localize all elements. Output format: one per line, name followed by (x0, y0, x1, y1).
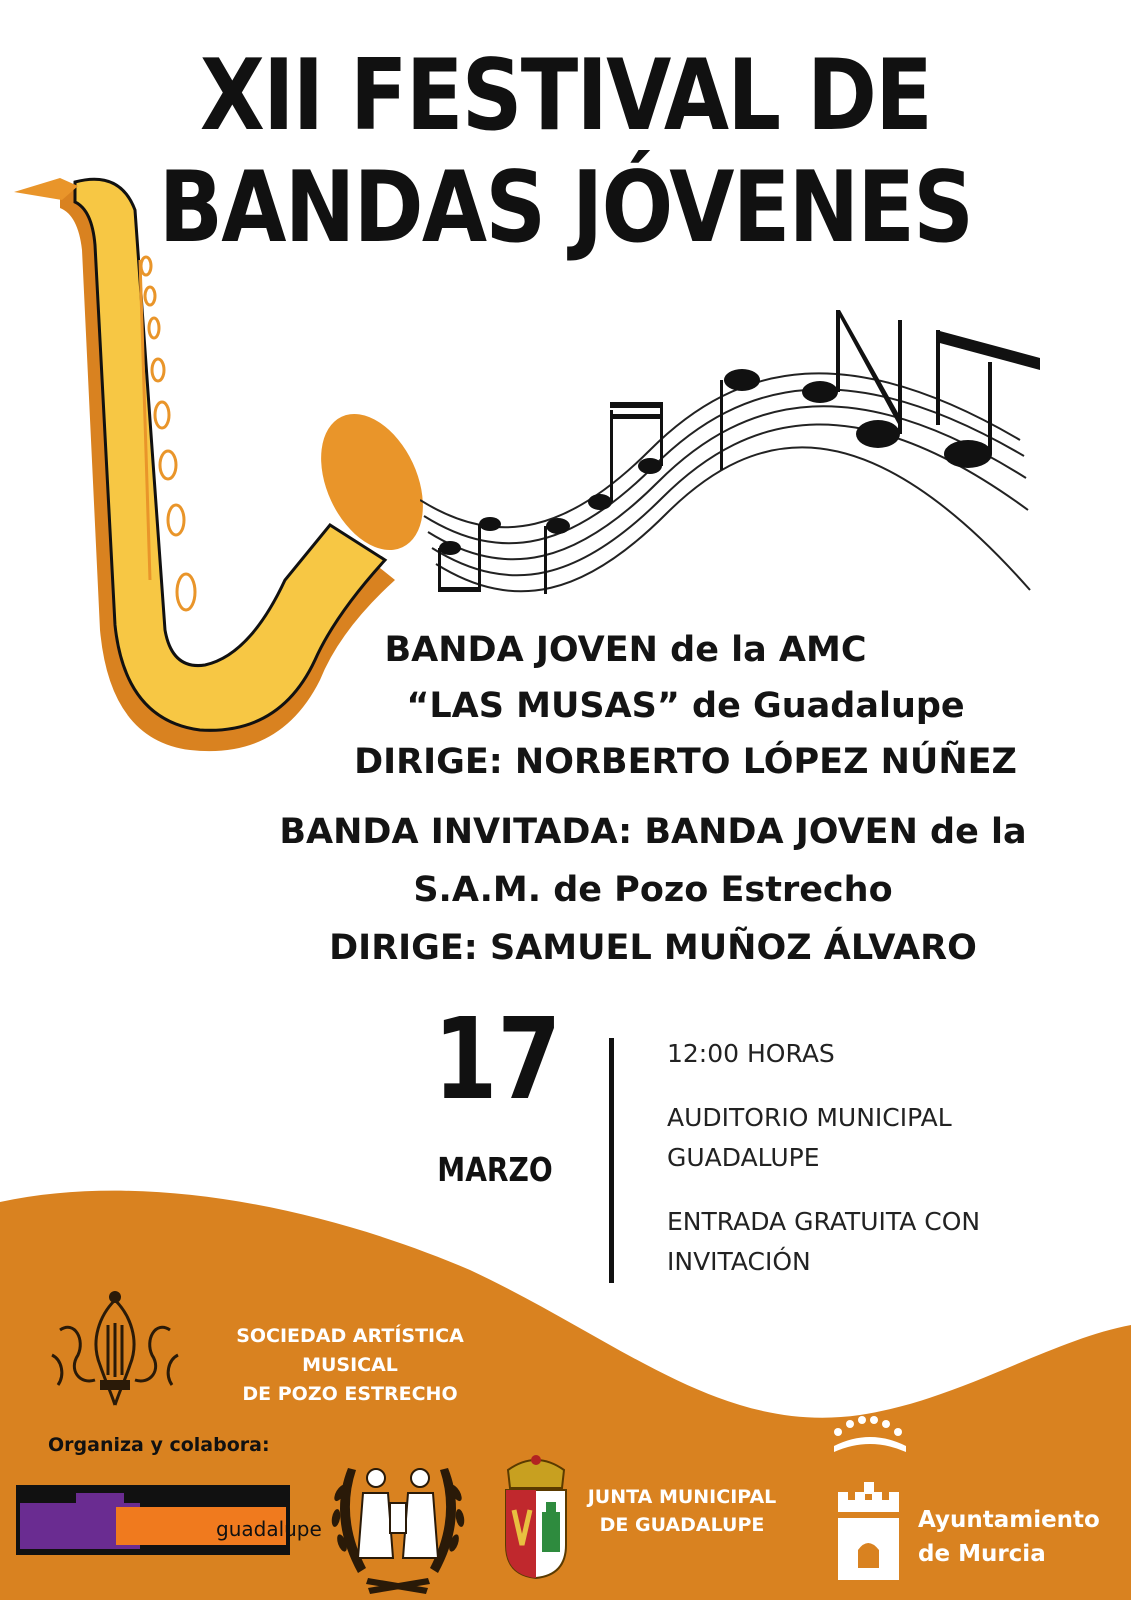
entry-line-2: INVITACIÓN (667, 1247, 811, 1276)
entry-line-1: ENTRADA GRATUITA CON (667, 1207, 981, 1236)
junta-line-2: DE GUADALUPE (599, 1514, 765, 1536)
ayto-line-2: de Murcia (918, 1541, 1046, 1567)
society-name (190, 1322, 510, 1409)
murcia-tower-icon (830, 1410, 910, 1585)
title-line-1: XII FESTIVAL DE (199, 39, 932, 153)
host-band-line-2: “LAS MUSAS” de Guadalupe (406, 686, 965, 726)
host-band-line-1: BANDA JOVEN de la AMC (384, 630, 867, 670)
junta-name (582, 1483, 782, 1539)
auditorio-logo-text: guadalupe (216, 1517, 322, 1541)
guest-director: DIRIGE: SAMUEL MUÑOZ ÁLVARO (329, 928, 977, 968)
organiza-label: Organiza y colabora: (48, 1434, 270, 1456)
music-notes-icon (420, 300, 1060, 620)
laurel-muses-icon (318, 1448, 478, 1598)
event-month: MARZO (437, 1150, 553, 1189)
junta-line-1: JUNTA MUNICIPAL (587, 1486, 777, 1508)
ayuntamiento-name (918, 1503, 1118, 1571)
venue-line-1: AUDITORIO MUNICIPAL (667, 1103, 952, 1132)
event-day: 17 (433, 995, 562, 1125)
auditorio-logo (16, 1485, 322, 1555)
guest-band-line-2: S.A.M. de Pozo Estrecho (413, 870, 893, 910)
event-time: 12:00 HORAS (667, 1039, 835, 1068)
lyre-crest-icon (40, 1285, 190, 1425)
coat-of-arms-icon (500, 1450, 572, 1580)
venue-line-2: GUADALUPE (667, 1143, 820, 1172)
title-line-2: BANDAS JÓVENES (158, 151, 973, 265)
saxophone-icon (0, 160, 440, 760)
host-director: DIRIGE: NORBERTO LÓPEZ NÚÑEZ (354, 742, 1017, 782)
society-line-1: SOCIEDAD ARTÍSTICA MUSICAL (236, 1325, 464, 1376)
society-line-2: DE POZO ESTRECHO (242, 1383, 458, 1405)
ayto-line-1: Ayuntamiento (918, 1507, 1100, 1533)
guest-band-line-1: BANDA INVITADA: BANDA JOVEN de la (279, 812, 1027, 852)
